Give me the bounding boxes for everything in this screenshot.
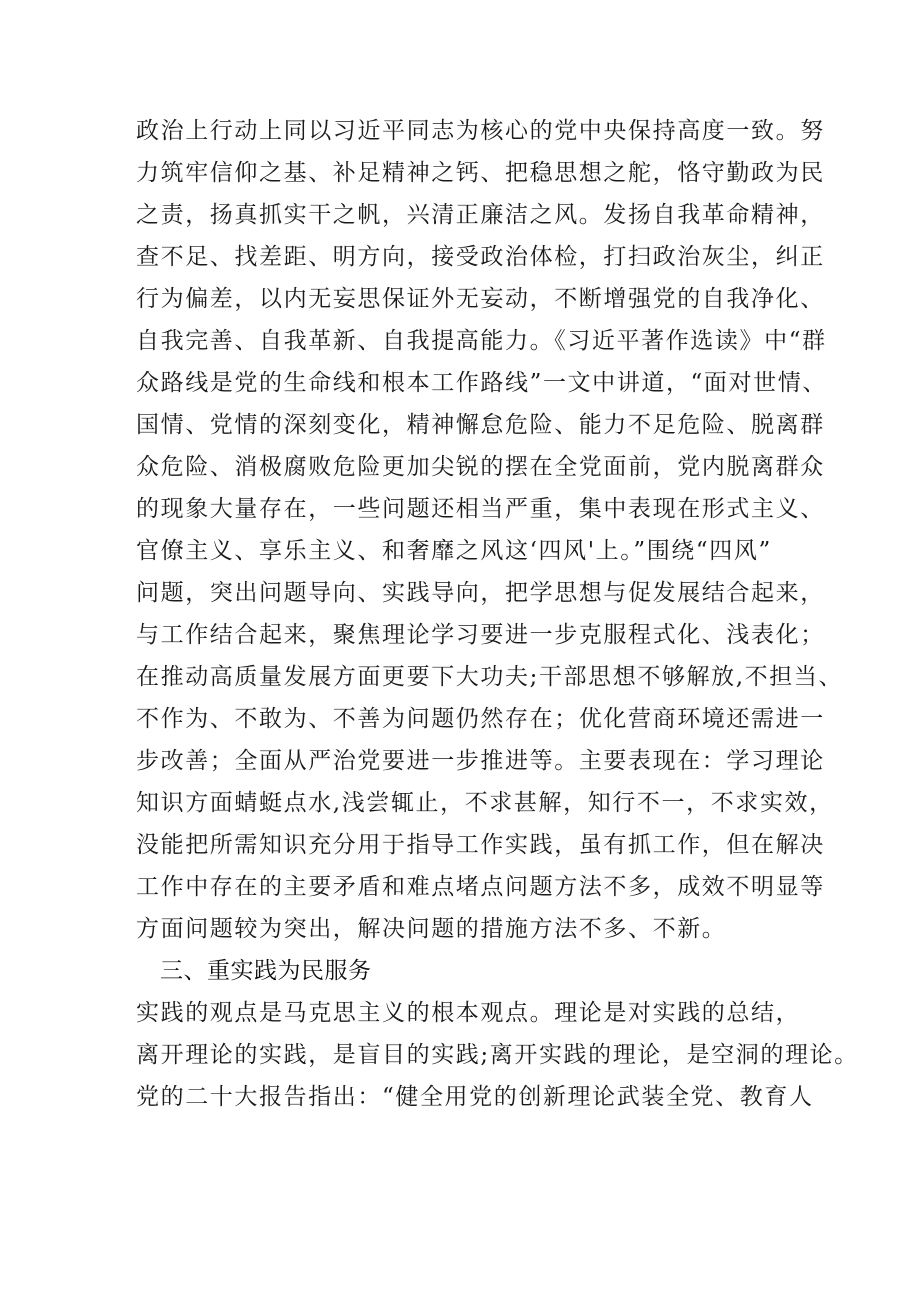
section-heading: 三、重实践为民服务 (160, 958, 372, 984)
paragraph-line: 与工作结合起来，聚焦理论学习要进一步克服程式化、浅表化； (136, 622, 825, 648)
paragraph-line: 不作为、不敢为、不善为问题仍然存在；优化营商环境还需进一 (136, 706, 825, 732)
paragraph-line: 众危险、消极腐败危险更加尖锐的摆在全党面前，党内脱离群众 (136, 454, 825, 480)
paragraph-line: 知识方面蜻蜓点水,浅尝辄止，不求甚解，知行不一，不求实效， (136, 790, 834, 816)
paragraph-line: 离开理论的实践，是盲目的实践;离开实践的理论，是空洞的理论。 (136, 1042, 859, 1068)
paragraph-line: 实践的观点是马克思主义的根本观点。理论是对实践的总结， (136, 1000, 801, 1026)
paragraph-line: 政治上行动上同以习近平同志为核心的党中央保持高度一致。努 (136, 118, 825, 144)
paragraph-line: 自我完善、自我革新、自我提高能力。《习近平著作选读》中“群 (136, 328, 827, 354)
paragraph-line: 力筑牢信仰之基、补足精神之钙、把稳思想之舵，恪守勤政为民 (136, 160, 825, 186)
paragraph-line: 在推动高质量发展方面更要下大功夫;干部思想不够解放,不担当、 (136, 664, 844, 690)
paragraph-line: 没能把所需知识充分用于指导工作实践，虽有抓工作，但在解决 (136, 832, 825, 858)
paragraph-line: 问题，突出问题导向、实践导向，把学思想与促发展结合起来， (136, 580, 825, 606)
paragraph-line: 的现象大量存在，一些问题还相当严重，集中表现在形式主义、 (136, 496, 825, 522)
paragraph-line: 官僚主义、享乐主义、和奢靡之风这‘四风'上。”围绕“四风” (136, 538, 772, 564)
paragraph-line: 行为偏差，以内无妄思保证外无妄动，不断增强党的自我净化、 (136, 286, 825, 312)
paragraph-line: 工作中存在的主要矛盾和难点堵点问题方法不多，成效不明显等 (136, 874, 825, 900)
paragraph-line: 方面问题较为突出，解决问题的措施方法不多、不新。 (136, 916, 727, 942)
paragraph-line: 步改善；全面从严治党要进一步推进等。主要表现在：学习理论 (136, 748, 825, 774)
paragraph-line: 查不足、找差距、明方向，接受政治体检，打扫政治灰尘，纠正 (136, 244, 825, 270)
paragraph-line: 国情、党情的深刻变化，精神懈怠危险、能力不足危险、脱离群 (136, 412, 825, 438)
paragraph-line: 党的二十大报告指出：“健全用党的创新理论武装全党、教育人 (136, 1084, 814, 1110)
paragraph-line: 之责，扬真抓实干之帆，兴清正廉洁之风。发扬自我革命精神， (136, 202, 825, 228)
paragraph-line: 众路线是党的生命线和根本工作路线”一文中讲道，“面对世情、 (136, 370, 827, 396)
